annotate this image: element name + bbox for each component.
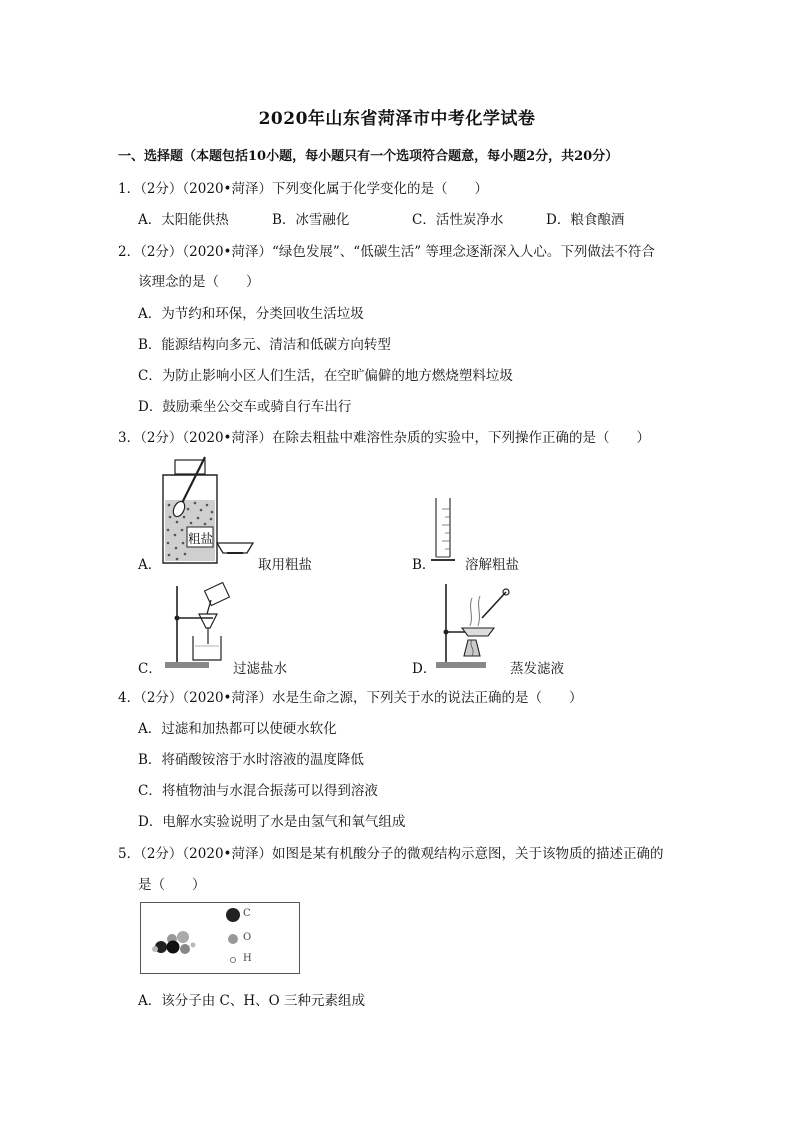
figure-a-letter[interactable]: A． [138,557,162,573]
question-2-stem: 2．（2分）（2020•菏泽）“绿色发展”、“低碳生活” 等理念逐渐深入人心。下列做法不符合 [118,244,655,260]
question-5-option-a[interactable]: A．该分子由 C、H、O 三种元素组成 [138,993,366,1009]
option-d[interactable]: D．粮食酿酒 [546,212,625,228]
question-3-stem: 3．（2分）（2020•菏泽）在除去粗盐中难溶性杂质的实验中，下列操作正确的是（ ） [118,430,650,446]
question-4-option-b[interactable]: B．将硝酸铵溶于水时溶液的温度降低 [138,752,364,768]
figure-a-caption: 取用粗盐 [258,557,312,573]
question-5-stem-continued: 是（ ） [138,877,206,893]
figure-c-letter[interactable]: C． [138,661,162,677]
section-heading: 一、选择题（本题包括10小题，每小题只有一个选项符合题意，每小题2分，共20分） [118,149,619,164]
exam-title: 2020年山东省菏泽市中考化学试卷 [258,109,536,129]
question-4-option-d[interactable]: D．电解水实验说明了水是由氢气和氧气组成 [138,814,406,830]
molecule-diagram [140,902,300,974]
figure-c-caption: 过滤盐水 [233,661,287,677]
hydrogen-atom-legend-icon [231,958,236,963]
question-4-option-a[interactable]: A．过滤和加热都可以使硬水软化 [138,721,337,737]
legend-h: H [243,953,252,964]
question-2-option-b[interactable]: B．能源结构向多元、清洁和低碳方向转型 [138,337,391,353]
carbon-atom-legend-icon [226,908,240,922]
evaporating-dish [215,540,255,560]
question-2-option-c[interactable]: C．为防止影响小区人们生活，在空旷偏僻的地方燃烧塑料垃圾 [138,368,513,384]
question-1-stem: 1．（2分）（2020•菏泽）下列变化属于化学变化的是（ ） [118,181,488,197]
question-2-stem-continued: 该理念的是（ ） [138,274,260,290]
option-b[interactable]: B．冰雪融化 [272,212,350,228]
option-a[interactable]: A．太阳能供热 [138,212,229,228]
oxygen-atom-legend-icon [228,934,238,944]
jar-label: 粗盐 [188,531,214,546]
evaporation-setup-figure [432,578,512,673]
figure-d-caption: 蒸发滤液 [510,661,564,677]
option-c[interactable]: C．活性炭净水 [412,212,504,228]
question-5-stem: 5．（2分）（2020•菏泽）如图是某有机酸分子的微观结构示意图，关于该物质的描述正确的 [118,846,664,862]
legend-o: O [243,932,252,943]
figure-b-letter[interactable]: B． [412,557,436,573]
question-4-option-c[interactable]: C．将植物油与水混合振荡可以得到溶液 [138,783,378,799]
figure-b-caption: 溶解粗盐 [465,557,519,573]
question-2-option-a[interactable]: A．为节约和环保，分类回收生活垃圾 [138,306,364,322]
filtration-setup-figure [155,578,235,673]
question-2-option-d[interactable]: D．鼓励乘坐公交车或骑自行车出行 [138,399,352,415]
question-4-stem: 4．（2分）（2020•菏泽）水是生命之源，下列关于水的说法正确的是（ ） [118,690,583,706]
legend-c: C [243,908,251,919]
figure-d-letter[interactable]: D． [412,661,437,677]
molecule-structure [141,903,299,973]
